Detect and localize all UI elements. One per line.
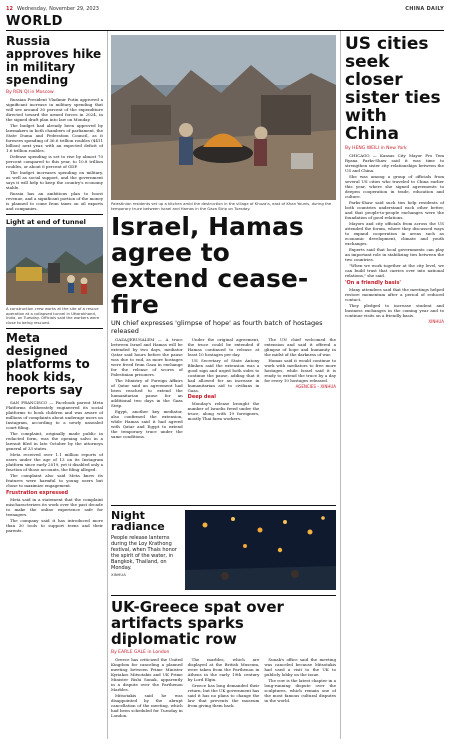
- meta-body: [6, 400, 103, 488]
- paragraph: Egypt, another key mediator, also confirmed the extension, while Hamas said it had agreed with Qatar and Egypt to extend the temporary truce under the same conditions.: [111, 409, 183, 440]
- paragraph: The UN chief welcomed the extension and said it offered a glimpse of hope and humanity in the midst of the darkness of war.: [264, 337, 336, 358]
- russia-body: [6, 97, 103, 211]
- column-divider: [107, 31, 108, 739]
- paragraph: SAN FRANCISCO — Facebook parent Meta Platforms deliberately engineered its social platforms to hook children and was aware of millions of complaints about underage users on Instagram, according to a newly unsealed court filing.: [6, 400, 103, 431]
- separator: [111, 595, 336, 596]
- uk-headline: UK-Greece spat over artifacts sparks diplomatic row: [111, 598, 284, 648]
- section-title: WORLD: [6, 14, 63, 29]
- top-rule: [6, 30, 444, 31]
- israel-body-col2: [188, 337, 260, 440]
- paragraph: The row is the latest chapter in a long-running dispute over the sculptures, which remain one of the most famous cultural disputes in the world.: [264, 678, 336, 703]
- tunnel-photo: [6, 227, 103, 305]
- paragraph: The budget had already been approved by lawmakers in both chambers of parliament, the State Duma and Federation Council, as it foresees spending of 36.6 trillion roubles ($411 billion) next year, with an expected deficit of 1.6 trillion roubles.: [6, 123, 103, 153]
- paragraph: Under the original agreement, the truce could be extended if Hamas continued to release at least 10 hostages per day.: [187, 337, 260, 358]
- center-column: [111, 35, 336, 740]
- paragraph: Parks-Shaw said such ties help residents of both countries understand each other better, and that people-to-people exchanges were the foundation of good relations.: [345, 200, 444, 220]
- russia-headline: Russia approves hike in military spending: [6, 35, 102, 87]
- uk-body-col2: [188, 657, 260, 719]
- us-china-subhead: 'On a friendly basis': [345, 280, 401, 286]
- separator: [6, 328, 103, 329]
- uk-greece-article: [111, 599, 336, 719]
- paragraph: Greece has long demanded their return, but the UK government has said it has no plans to change the law that prevents the museum from giving them back.: [187, 683, 260, 708]
- masthead-bar: [6, 4, 444, 14]
- issue-date: Wednesday, November 29, 2023: [16, 6, 99, 12]
- night-credit: XINHUA: [111, 572, 126, 577]
- tunnel-subhead: Light at end of tunnel: [6, 218, 86, 226]
- paragraph: Mayors and city officials from across the US attended the forum, where they discussed ways to expand cooperation in areas such as economic development, climate and youth exchanges.: [345, 221, 444, 246]
- night-description: People release lanterns during the Loy Krathong festival, when Thais honor the spirit of the water, in Bangkok, Thailand, on Monday.: [111, 535, 177, 571]
- paragraph: The company said it has introduced more than 30 tools to support teens and their parents.: [6, 518, 103, 534]
- paragraph: The budget increases spending on military, as well as social support, and the government says it will help to keep the country's economy stable.: [6, 170, 103, 190]
- separator: [6, 214, 103, 215]
- paragraph: GAZA/JERUSALEM — A truce between Israel and Hamas will be extended by two days, mediator Qatar said hours before the pause was due to end, as more hostages were freed from Gaza in exchange for the release of scores of Palestinian prisoners.: [111, 337, 183, 378]
- right-column: [345, 35, 444, 740]
- us-china-headline: US cities seek closer sister ties with China: [345, 35, 441, 144]
- separator: [111, 505, 336, 506]
- israel-body-col1: [111, 337, 183, 440]
- paragraph: The complaint also said Meta knew its features were harmful to young users but chose to maximize engagement.: [6, 473, 103, 489]
- paragraph: Defense spending is set to rise by almost 70 percent compared to this year, to 10.8 trillion roubles, or about 6 percent of GDP.: [6, 154, 103, 169]
- meta-headline: Meta designed platforms to hook kids, reports say: [6, 331, 90, 398]
- paragraph: Greece has criticized the United Kingdom for canceling a planned meeting between Prime Minister Kyriakos Mitsotakis and UK Prime Minister Rishi Sunak, apparently in a dispute over the Parthenon Marbles.: [111, 657, 183, 692]
- us-china-body: [345, 153, 444, 278]
- meta-body-2: [6, 497, 103, 533]
- meta-subhead: Frustration expressed: [6, 490, 69, 497]
- israel-headline: Israel, Hamas agree to extend cease-fire: [111, 212, 309, 320]
- us-china-body-2: [345, 287, 444, 318]
- paragraph: Meta received over 1.1 million reports of users under the age of 13 on its Instagram platform since early 2019, yet it disabled only a fraction of those accounts, the filing alleged.: [6, 452, 103, 473]
- gaza-photo-image: [111, 35, 336, 200]
- night-feature: [111, 510, 336, 590]
- paragraph: "When we work together at the city level, we can build trust that carries over into national relations," she said.: [345, 263, 444, 278]
- paragraph: The Ministry of Foreign Affairs of Qatar said an agreement had been reached to extend the humanitarian pause for an additional two days in the Gaza Strip.: [111, 378, 183, 409]
- us-china-credit: XINHUA: [428, 319, 444, 324]
- uk-columns: [111, 657, 336, 719]
- paragraph: Russia has an ambitious plan to boost revenue, and a significant portion of the money is planned to come from taxes on oil exports and companies.: [6, 191, 103, 211]
- night-photo-image: [185, 510, 336, 590]
- paragraph: Hamas said it would continue to work with mediators to free more hostages, while Israel said it is ready to extend the truce by a day for every 10 hostages released.: [264, 358, 336, 384]
- paragraph: The marbles, which are displayed at the British Museum, were taken from the Parthenon in Athens in the early 19th century by Lord Elgin.: [187, 657, 260, 682]
- paragraph: Russian President Vladimir Putin approved a significant increase in military spending that will see around 30 percent of the expenditure directed toward the armed forces in 2024, in the signed draft plan into law on Monday.: [6, 97, 103, 122]
- us-china-byline: By HENG WEILI in New York: [345, 146, 407, 151]
- paragraph: Meta said in a statement that the complaint mischaracterizes its work over the past decade to make the online experience safe for teenagers.: [6, 497, 103, 518]
- paragraph: Experts said that local governments can play an important role in stabilizing ties between the two countries.: [345, 247, 444, 262]
- paragraph: Sunak's office said the meeting was canceled because Mitsotakis had used a visit to the UK to publicly lobby on the issue.: [264, 657, 336, 677]
- israel-deck: UN chief expresses 'glimpse of hope' as fourth batch of hostages released: [111, 319, 323, 335]
- israel-subhead: Deep deal: [187, 394, 216, 401]
- night-text: [111, 510, 181, 590]
- night-tag: Night radiance: [111, 509, 165, 533]
- russia-byline: By REN QI in Moscow: [6, 90, 54, 95]
- uk-byline: By EARLE GALE in London: [111, 650, 170, 655]
- paragraph: CHICAGO — Kansas City Mayor Pro Tem Ryana Parks-Shaw said it was time to strengthen sister city relationships between the US and China.: [345, 153, 444, 173]
- paragraph: She was among a group of officials from several US cities who traveled to China earlier this year, where she signed agreements to deepen cooperation in trade, education and culture.: [345, 174, 444, 199]
- paragraph: They pledged to increase student and business exchanges in the coming year and to continue visits on a friendly basis.: [345, 303, 444, 318]
- paragraph: The complaint, originally made public in redacted form, was the opening salvo in a lawsuit filed in late October by the attorneys general of 33 states.: [6, 431, 103, 452]
- gaza-caption: Palestinian residents set up a kitchen amid the destruction in the village of Khuza'a, east of Khan Younis, during the temporary truce between Israel and Hamas in the Gaza Strip on Tuesday.: [111, 201, 332, 211]
- left-column: [6, 35, 103, 740]
- israel-columns: [111, 337, 336, 440]
- column-divider: [340, 31, 341, 739]
- uk-body-col1: [111, 657, 183, 719]
- uk-body-col3: [264, 657, 336, 719]
- page-number: 12: [6, 6, 13, 12]
- paragraph: Mitsotakis said he was disappointed by the abrupt cancellation of the meeting, which had been scheduled for Tuesday in London.: [111, 693, 183, 718]
- israel-body-col3: [264, 337, 336, 440]
- paragraph: Many attendees said that the meetings helped restore momentum after a period of reduced contact.: [345, 287, 444, 302]
- tunnel-photo-image: [6, 227, 103, 305]
- gaza-photo: [111, 35, 336, 200]
- paper-name: CHINA DAILY: [405, 6, 444, 12]
- paragraph: Monday's release brought the number of Israelis freed under the truce, along with 19 foreigners, mostly Thai farm workers.: [187, 401, 260, 422]
- israel-credit: AGENCIES – XINHUA: [295, 384, 336, 390]
- tunnel-caption: A construction crew works at the site of a rescue operation at a collapsed tunnel in Uttarakhand, India, on Tuesday. Officials said the workers were close to being rescued.: [6, 306, 100, 325]
- paragraph: US Secretary of State Antony Blinken said the extension was a good sign and urged both sides to continue the pause, adding that it had allowed for an increase in humanitarian aid to civilians in Gaza.: [187, 358, 260, 394]
